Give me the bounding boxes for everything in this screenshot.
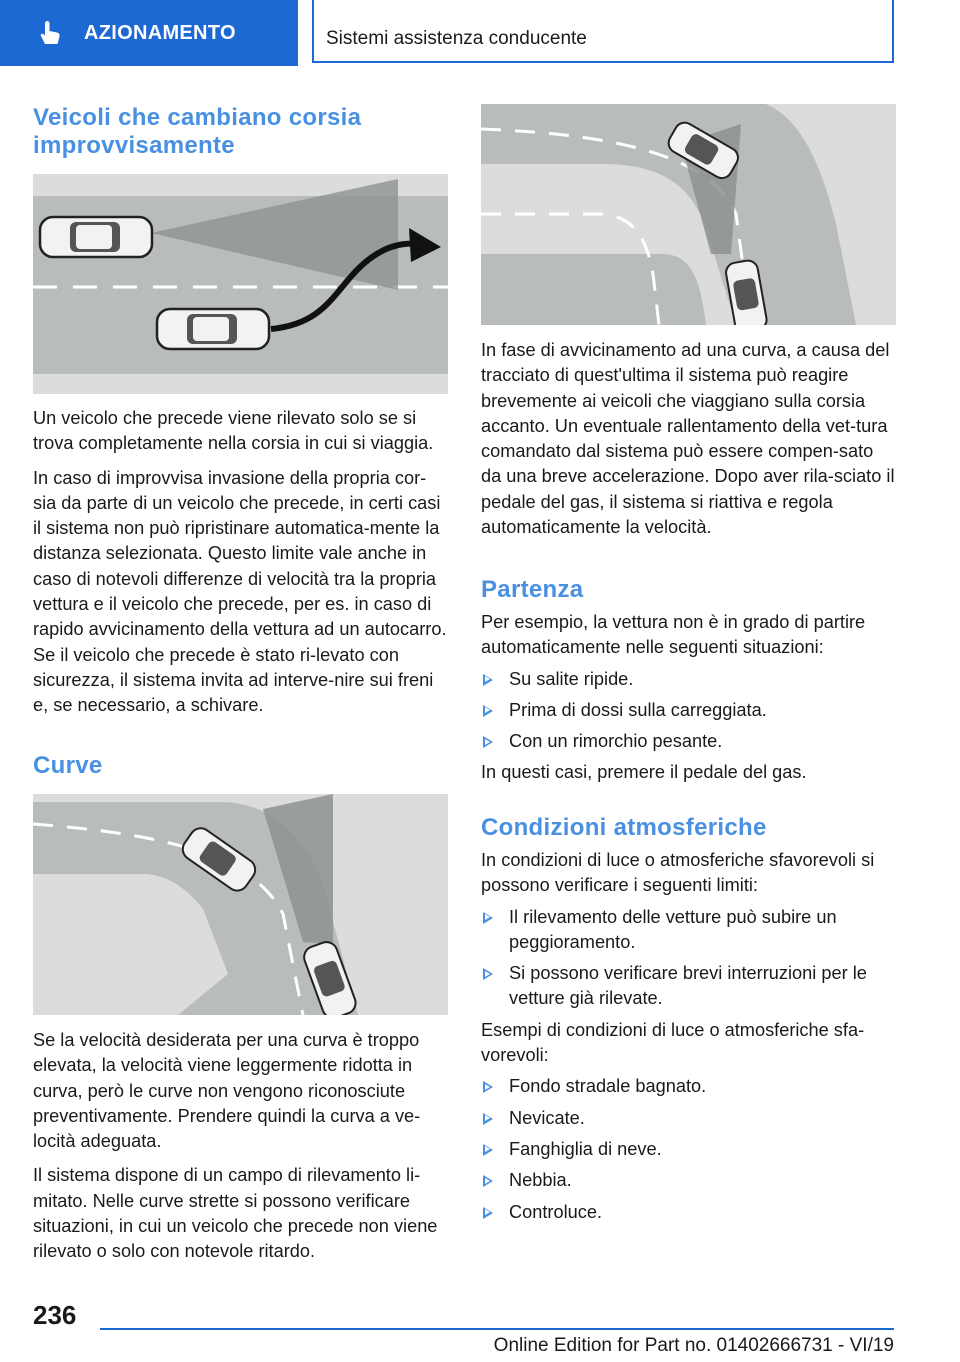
paragraph: Il sistema dispone di un campo di rilevamento li-mitato. Nelle curve strette si possono verificare situazioni, in cui un veicolo che precede non viene rilevato o solo con notevole ritardo. <box>33 1165 438 1262</box>
bullet-triangle-icon <box>483 674 493 686</box>
paragraph: In fase di avvicinamento ad una curva, a causa del tracciato di quest'ultima il sistema può reagire brevemente ai veicoli che viaggiano sulla corsia accanto. Un eventuale rallentamento della vet-tura comandato dal sistema può essere compen-sato da una breve accelerazione. Dopo aver rila-sciato il pedale del gas, il sistema si riattiva e regola automaticamente la velocità. <box>481 340 895 538</box>
bullet-triangle-icon <box>483 1113 493 1125</box>
list-item: Fondo stradale bagnato. <box>481 1074 897 1099</box>
list-item: Con un rimorchio pesante. <box>481 729 897 754</box>
paragraph: In questi casi, premere il pedale del gas. <box>481 762 807 783</box>
chapter-tab[interactable] <box>312 0 894 63</box>
weather-examples-list <box>481 1074 897 1224</box>
chapter-label: Sistemi assistenza conducente <box>326 28 587 49</box>
paragraph: Se la velocità desiderata per una curva è troppo elevata, la velocità viene leggermente ridotta in curva, però le curve non vengono riconosciute preventivamente. Prendere quindi la curva a ve-locità adeguata. <box>33 1030 421 1152</box>
figure-curve-left <box>33 794 448 1015</box>
heading-curves: Curve <box>33 752 103 779</box>
left-text-block-1 <box>33 406 449 719</box>
heading-lane-change: Veicoli che cambiano corsia improvvisamente <box>33 104 362 159</box>
bullet-triangle-icon <box>483 1144 493 1156</box>
edition-note: Online Edition for Part no. 01402666731 - VI/19 <box>493 1335 894 1356</box>
page-header <box>0 0 960 66</box>
heading-departure: Partenza <box>481 576 584 603</box>
page-number: 236 <box>33 1300 77 1330</box>
pedal-press-icon <box>38 19 64 47</box>
list-item: Nevicate. <box>481 1106 897 1131</box>
right-text-block-1 <box>481 338 897 540</box>
bullet-triangle-icon <box>483 705 493 717</box>
paragraph: In caso di improvvisa invasione della propria cor-sia da parte di un veicolo che precede, in certi casi il sistema non può ripristinare automatica-mente la distanza selezionata. Questo limite vale anche in caso di notevoli differenze di velocità tra la propria vettura e il veicolo che precede, per es. in caso di rapido avvicinamento della vettura ad un autocarro. Se il veicolo che precede è stato ri-levato con sicurezza, il sistema invita ad interve-nire sui freni e, se necessario, a schivare. <box>33 467 447 716</box>
list-item: Nebbia. <box>481 1168 897 1193</box>
paragraph: Un veicolo che precede viene rilevato solo se si trova completamente nella corsia in cui si viaggia. <box>33 408 434 454</box>
heading-weather: Condizioni atmosferiche <box>481 814 767 841</box>
bullet-triangle-icon <box>483 912 493 924</box>
weather-limits-list <box>481 905 897 1012</box>
weather-block <box>481 848 897 1231</box>
list-item: Su salite ripide. <box>481 667 897 692</box>
list-item: Controluce. <box>481 1200 897 1225</box>
section-label: AZIONAMENTO <box>84 21 236 44</box>
figure-curve-right <box>481 104 896 325</box>
paragraph: In condizioni di luce o atmosferiche sfavorevoli si possono verificare i seguenti limiti: <box>481 850 875 896</box>
departure-block <box>481 610 897 786</box>
bullet-triangle-icon <box>483 968 493 980</box>
section-tab[interactable] <box>0 0 298 66</box>
list-item: Il rilevamento delle vetture può subire un peggioramento. <box>481 905 897 956</box>
vehicle-ahead <box>40 217 152 257</box>
footer-divider <box>100 1328 894 1330</box>
list-item: Fanghiglia di neve. <box>481 1137 897 1162</box>
list-item: Prima di dossi sulla carreggiata. <box>481 698 897 723</box>
paragraph: Esempi di condizioni di luce o atmosferiche sfa-vorevoli: <box>481 1019 865 1066</box>
left-text-block-2 <box>33 1028 449 1265</box>
own-vehicle <box>157 309 269 349</box>
paragraph: Per esempio, la vettura non è in grado di partire automaticamente nelle seguenti situazioni: <box>481 612 866 658</box>
bullet-triangle-icon <box>483 1175 493 1187</box>
bullet-triangle-icon <box>483 736 493 748</box>
figure-lane-change <box>33 174 448 394</box>
list-item: Si possono verificare brevi interruzioni per le vetture già rilevate. <box>481 961 897 1012</box>
bullet-triangle-icon <box>483 1081 493 1093</box>
departure-list <box>481 667 897 755</box>
bullet-triangle-icon <box>483 1207 493 1219</box>
